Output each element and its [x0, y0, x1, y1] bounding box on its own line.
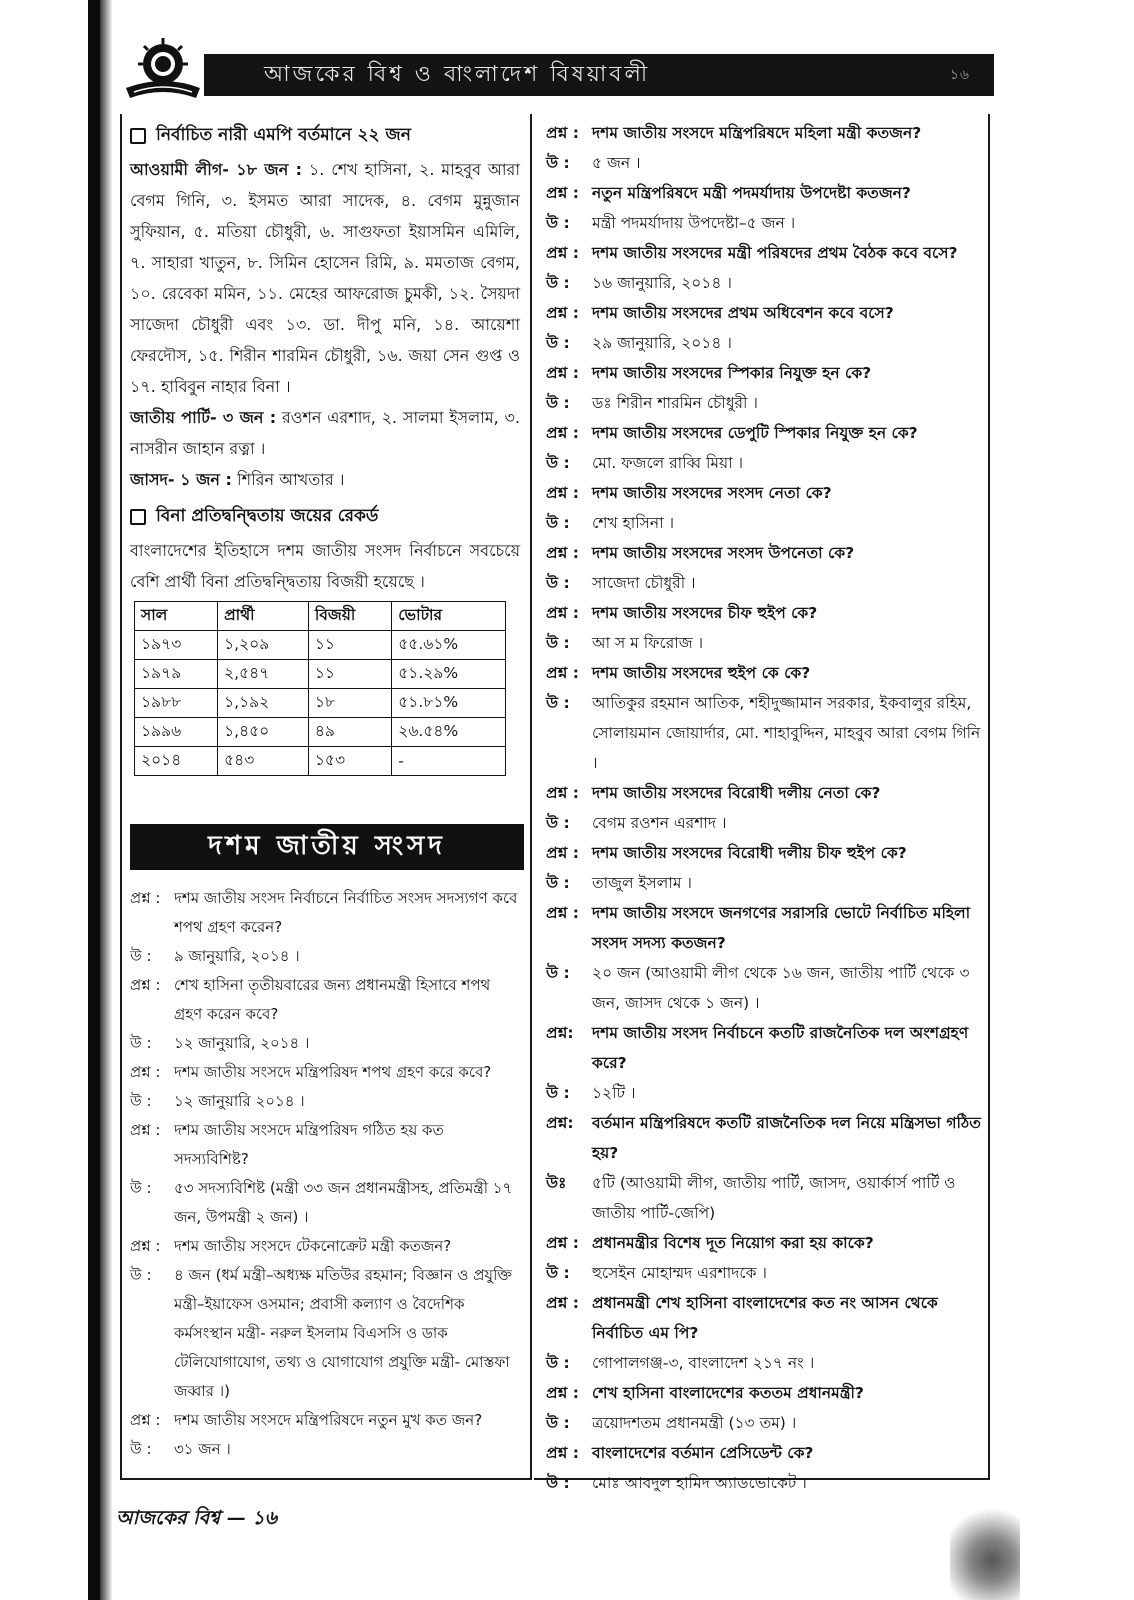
question-text: প্রধানমন্ত্রীর বিশেষ দূত নিয়োগ করা হয় কাকে?	[592, 1234, 874, 1252]
qa-question	[546, 658, 982, 688]
qa-question	[546, 418, 982, 448]
checkbox-square-icon	[130, 509, 146, 525]
women-mp-heading-text: নির্বাচিত নারী এমপি বর্তমানে ২২ জন	[156, 125, 411, 145]
qa-question	[546, 538, 982, 568]
answer-marker: উ :	[546, 274, 570, 292]
question-text: দশম জাতীয় সংসদের স্পিকার নিযুক্ত হন কে?	[592, 364, 872, 382]
answer-text: মো. ফজলে রাব্বি মিয়া ।	[592, 454, 744, 472]
table-cell: ৪৯	[308, 718, 391, 747]
answer-text: ২০ জন (আওয়ামী লীগ থেকে ১৬ জন, জাতীয় পার্টি থেকে ৩ জন, জাসদ থেকে ১ জন) ।	[592, 964, 970, 1012]
section-banner: দশম জাতীয় সংসদ	[130, 824, 524, 870]
publisher-logo-icon	[122, 38, 204, 104]
qa-question	[546, 1228, 982, 1258]
answer-marker: উঃ	[546, 1174, 567, 1192]
question-text: দশম জাতীয় সংসদের প্রথম অধিবেশন কবে বসে?	[592, 304, 894, 322]
qa-answer	[546, 508, 982, 538]
qa-answer	[546, 1258, 982, 1288]
qa-question	[546, 778, 982, 808]
qa-answer	[546, 958, 982, 1018]
answer-text: ডঃ শিরীন শারমিন চৌধুরী ।	[592, 394, 758, 412]
answer-marker: উ :	[546, 1084, 570, 1102]
answer-marker: উ :	[546, 1414, 570, 1432]
table-cell: -	[392, 747, 506, 776]
question-text: দশম জাতীয় সংসদের ডেপুটি স্পিকার নিযুক্ত হন কে?	[592, 424, 918, 442]
jasod-text: শিরিন আখতার ।	[237, 470, 345, 489]
table-row	[135, 689, 506, 718]
answer-text: সাজেদা চৌধুরী ।	[592, 574, 696, 592]
answer-marker: উ :	[546, 874, 570, 892]
answer-text: বেগম রওশন এরশাদ ।	[592, 814, 727, 832]
qa-answer	[546, 868, 982, 898]
qa-question	[130, 1232, 520, 1261]
answer-text: ৫টি (আওয়ামী লীগ, জাতীয় পার্টি, জাসদ, ওয়ার্কার্স পার্টি ও জাতীয় পার্টি-জেপি)	[592, 1174, 956, 1222]
awami-text: ১. শেখ হাসিনা, ২. মাহবুব আরা বেগম গিনি, ৩. ইসমত আরা সাদেক, ৪. বেগম মুন্নুজান সুফিয়ান, ৫. মতিয়া চৌধুরী, ৬. সাগুফতা ইয়াসমিন এমিলি, ৭. সাহারা খাতুন, ৮. সিমিন হোসেন রিমি, ৯. মমতাজ বেগম, ১০. রেবেকা মমিন, ১১. মেহের আফরোজ চুমকী, ১২. সৈয়দা সাজেদা চৌধুরী এবং ১৩. ডা. দীপু মনি, ১৪. আয়েশা ফেরদৌস, ১৫. শিরীন শারমিন চৌধুরী, ১৬. জয়া সেন গুপ্ত ও ১৭. হাবিবুন নাহার বিনা ।	[130, 160, 521, 396]
answer-text: মন্ত্রী পদমর্যাদায় উপদেষ্টা–৫ জন ।	[592, 214, 796, 232]
uncontested-heading-text: বিনা প্রতিদ্বন্দ্বিতায় জয়ের রেকর্ড	[156, 506, 379, 526]
qa-question	[546, 1108, 982, 1168]
qa-question	[546, 178, 982, 208]
question-text: দশম জাতীয় সংসদে মন্ত্রিপরিষদে মহিলা মন্ত্রী কতজন?	[592, 124, 922, 142]
qa-answer	[130, 1087, 520, 1116]
table-cell: ১,১৯২	[218, 689, 309, 718]
qa-answer	[130, 1174, 520, 1232]
qa-answer	[130, 1029, 520, 1058]
qa-answer	[130, 942, 520, 971]
table-cell: ১৯৭৩	[135, 631, 218, 660]
question-marker: প্রশ্ন :	[546, 784, 579, 802]
table-cell: ৫৫.৬১%	[392, 631, 506, 660]
table-cell: ২,৫৪৭	[218, 660, 309, 689]
answer-marker: উ :	[546, 394, 570, 412]
page-header	[204, 54, 994, 96]
answer-marker: উ :	[130, 1266, 152, 1284]
qa-answer	[546, 1348, 982, 1378]
question-text: দশম জাতীয় সংসদের মন্ত্রী পরিষদের প্রথম বৈঠক কবে বসে?	[592, 244, 958, 262]
question-marker: প্রশ্ন:	[546, 1024, 574, 1042]
scan-smudge	[950, 1500, 1020, 1600]
table-header-cell: সাল	[135, 602, 218, 631]
answer-text: ৫ জন ।	[592, 154, 641, 172]
question-text: দশম জাতীয় সংসদের হুইপ কে কে?	[592, 664, 811, 682]
answer-text: আতিকুর রহমান আতিক, শহীদুজ্জামান সরকার, ইকবালুর রহিম, সোলায়মান জোয়ার্দার, মো. শাহাবুদ্দিন, মাহবুব আরা বেগম গিনি ।	[592, 694, 981, 772]
header-page-tag: ১৬	[949, 67, 970, 83]
question-marker: প্রশ্ন :	[546, 544, 579, 562]
question-marker: প্রশ্ন :	[130, 976, 161, 994]
qa-question	[546, 1438, 982, 1468]
question-marker: প্রশ্ন :	[130, 1121, 161, 1139]
table-cell: ১৯৮৮	[135, 689, 218, 718]
awami-label: আওয়ামী লীগ- ১৮ জন :	[130, 160, 303, 179]
question-text: দশম জাতীয় সংসদের চীফ হুইপ কে?	[592, 604, 818, 622]
answer-marker: উ :	[546, 964, 570, 982]
answer-text: ১২টি ।	[592, 1084, 636, 1102]
qa-question	[546, 1018, 982, 1078]
jasod-label: জাসদ- ১ জন :	[130, 470, 232, 489]
scan-edge-gradient	[100, 0, 112, 1600]
qa-answer	[130, 1261, 520, 1406]
table-cell: ১১	[308, 631, 391, 660]
question-marker: প্রশ্ন :	[546, 484, 579, 502]
checkbox-square-icon	[130, 128, 146, 144]
qa-answer	[546, 208, 982, 238]
qa-question	[130, 971, 520, 1029]
question-text: দশম জাতীয় সংসদের বিরোধী দলীয় চীফ হুইপ কে?	[592, 844, 907, 862]
question-marker: প্রশ্ন :	[130, 1411, 161, 1429]
answer-text: ১২ জানুয়ারি, ২০১৪ ।	[174, 1034, 310, 1052]
left-qa-list	[130, 884, 520, 1464]
answer-marker: উ :	[546, 694, 570, 712]
qa-question	[546, 898, 982, 958]
answer-text: ৪ জন (ধর্ম মন্ত্রী–অধ্যক্ষ মতিউর রহমান; বিজ্ঞান ও প্রযুক্তি মন্ত্রী–ইয়াফেস ওসমান; প্রবাসী কল্যাণ ও বৈদেশিক কর্মসংস্থান মন্ত্রী- নরুল ইসলাম বিএসসি ও ডাক টেলিযোগাযোগ, তথ্য ও যোগাযোগ প্রযুক্তি মন্ত্রী- মোস্তফা জব্বার ।)	[174, 1266, 512, 1400]
qa-question	[546, 598, 982, 628]
page-footer: আজকের বিশ্ব — ১৬	[116, 1507, 277, 1529]
answer-text: ১২ জানুয়ারি ২০১৪ ।	[174, 1092, 305, 1110]
qa-question	[546, 238, 982, 268]
question-text: দশম জাতীয় সংসদে মন্ত্রিপরিষদ শপথ গ্রহণ করে কবে?	[174, 1063, 492, 1081]
qa-answer	[546, 388, 982, 418]
table-cell: ১৯৭৯	[135, 660, 218, 689]
qa-answer	[546, 148, 982, 178]
answer-marker: উ :	[546, 154, 570, 172]
qa-question	[546, 358, 982, 388]
qa-question	[130, 1406, 520, 1435]
table-row	[135, 747, 506, 776]
question-marker: প্রশ্ন :	[546, 1444, 579, 1462]
question-marker: প্রশ্ন :	[546, 604, 579, 622]
answer-marker: উ :	[546, 1474, 570, 1492]
table-header-cell: ভোটার	[392, 602, 506, 631]
question-marker: প্রশ্ন :	[546, 664, 579, 682]
qa-answer	[546, 448, 982, 478]
answer-marker: উ :	[546, 1354, 570, 1372]
answer-marker: উ :	[546, 454, 570, 472]
answer-marker: উ :	[130, 1440, 152, 1458]
table-cell: ১৯৯৬	[135, 718, 218, 747]
question-text: দশম জাতীয় সংসদের সংসদ উপনেতা কে?	[592, 544, 855, 562]
answer-marker: উ :	[546, 634, 570, 652]
question-marker: প্রশ্ন:	[546, 1114, 574, 1132]
qa-question	[130, 884, 520, 942]
question-text: দশম জাতীয় সংসদে টেকনোক্রেট মন্ত্রী কতজন?	[174, 1237, 452, 1255]
answer-marker: উ :	[546, 214, 570, 232]
qa-answer	[546, 268, 982, 298]
table-cell: ২০১৪	[135, 747, 218, 776]
table-header-row	[135, 602, 506, 631]
qa-question	[546, 838, 982, 868]
qa-answer	[546, 328, 982, 358]
qa-question	[130, 1058, 520, 1087]
question-marker: প্রশ্ন :	[546, 424, 579, 442]
question-text: বর্তমান মন্ত্রিপরিষদে কতটি রাজনৈতিক দল নিয়ে মন্ত্রিসভা গঠিত হয়?	[592, 1114, 981, 1162]
question-text: দশম জাতীয় সংসদে মন্ত্রিপরিষদে নতুন মুখ কত জন?	[174, 1411, 483, 1429]
table-header-cell: প্রার্থী	[218, 602, 309, 631]
qa-answer	[546, 688, 982, 778]
answer-marker: উ :	[130, 1034, 152, 1052]
table-cell: ১৫৩	[308, 747, 391, 776]
question-marker: প্রশ্ন :	[546, 244, 579, 262]
uncontested-record-table	[134, 601, 506, 776]
answer-text: হুসেইন মোহাম্মদ এরশাদকে ।	[592, 1264, 767, 1282]
answer-text: গোপালগঞ্জ-৩, বাংলাদেশ ২১৭ নং ।	[592, 1354, 815, 1372]
qa-question	[546, 1378, 982, 1408]
jatiya-label: জাতীয় পার্টি- ৩ জন :	[130, 408, 277, 427]
question-text: দশম জাতীয় সংসদ নির্বাচনে কতটি রাজনৈতিক দল অংশগ্রহণ করে?	[592, 1024, 969, 1072]
table-cell: ৫৪৩	[218, 747, 309, 776]
question-text: দশম জাতীয় সংসদের সংসদ নেতা কে?	[592, 484, 832, 502]
question-marker: প্রশ্ন :	[130, 1063, 161, 1081]
table-row	[135, 660, 506, 689]
qa-answer	[546, 808, 982, 838]
question-text: দশম জাতীয় সংসদে মন্ত্রিপরিষদ গঠিত হয় কত সদস্যবিশিষ্ট?	[174, 1121, 444, 1168]
question-text: দশম জাতীয় সংসদ নির্বাচনে নির্বাচিত সংসদ সদস্যগণ কবে শপথ গ্রহণ করেন?	[174, 889, 518, 936]
header-title: আজকের বিশ্ব ও বাংলাদেশ বিষয়াবলী	[264, 61, 651, 87]
qa-answer	[546, 568, 982, 598]
answer-marker: উ :	[546, 334, 570, 352]
qa-answer	[546, 628, 982, 658]
answer-marker: উ :	[546, 1264, 570, 1282]
table-cell: ১৮	[308, 689, 391, 718]
women-mp-heading	[130, 122, 520, 150]
question-text: নতুন মন্ত্রিপরিষদে মন্ত্রী পদমর্যাদায় উপদেষ্টা কতজন?	[592, 184, 911, 202]
women-mp-list	[130, 154, 520, 495]
answer-text: ৩১ জন ।	[174, 1440, 231, 1458]
table-cell: ১,২০৯	[218, 631, 309, 660]
table-cell: ১,৪৫০	[218, 718, 309, 747]
answer-marker: উ :	[130, 1179, 152, 1197]
table-cell: ৫১.২৯%	[392, 660, 506, 689]
question-text: বাংলাদেশের বর্তমান প্রেসিডেন্ট কে?	[592, 1444, 814, 1462]
qa-question	[546, 118, 982, 148]
table-row	[135, 631, 506, 660]
question-marker: প্রশ্ন :	[546, 1294, 579, 1312]
question-marker: প্রশ্ন :	[546, 364, 579, 382]
answer-marker: উ :	[546, 574, 570, 592]
answer-text: মোঃ আবদুল হামিদ অ্যাডভোকেট ।	[592, 1474, 807, 1492]
question-text: দশম জাতীয় সংসদে জনগণের সরাসরি ভোটে নির্বাচিত মহিলা সংসদ সদস্য কতজন?	[592, 904, 971, 952]
question-text: প্রধানমন্ত্রী শেখ হাসিনা বাংলাদেশের কত নং আসন থেকে নির্বাচিত এম পি?	[592, 1294, 938, 1342]
table-cell: ৫১.৮১%	[392, 689, 506, 718]
answer-text: ১৬ জানুয়ারি, ২০১৪ ।	[592, 274, 732, 292]
question-marker: প্রশ্ন :	[546, 904, 579, 922]
question-marker: প্রশ্ন :	[546, 124, 579, 142]
answer-marker: উ :	[130, 1092, 152, 1110]
jatiya-text: রওশন এরশাদ, ২. সালমা ইসলাম, ৩. নাসরীন জাহান রত্না ।	[130, 408, 520, 458]
uncontested-heading	[130, 503, 520, 531]
question-marker: প্রশ্ন :	[130, 1237, 161, 1255]
qa-answer	[130, 1435, 520, 1464]
answer-text: শেখ হাসিনা ।	[592, 514, 675, 532]
qa-question	[546, 298, 982, 328]
answer-text: আ স ম ফিরোজ ।	[592, 634, 704, 652]
qa-answer	[546, 1168, 982, 1228]
answer-text: ৫৩ সদস্যবিশিষ্ট (মন্ত্রী ৩৩ জন প্রধানমন্ত্রীসহ, প্রতিমন্ত্রী ১৭ জন, উপমন্ত্রী ২ জন) ।	[174, 1179, 513, 1226]
answer-text: তাজুল ইসলাম ।	[592, 874, 692, 892]
table-row	[135, 718, 506, 747]
answer-marker: উ :	[546, 514, 570, 532]
qa-answer	[546, 1468, 982, 1498]
qa-question	[130, 1116, 520, 1174]
answer-marker: উ :	[546, 814, 570, 832]
table-cell: ১১	[308, 660, 391, 689]
question-marker: প্রশ্ন :	[546, 1234, 579, 1252]
question-marker: প্রশ্ন :	[546, 184, 579, 202]
answer-text: ৯ জানুয়ারি, ২০১৪ ।	[174, 947, 300, 965]
question-marker: প্রশ্ন :	[546, 1384, 579, 1402]
qa-question	[546, 1288, 982, 1348]
qa-answer	[546, 1408, 982, 1438]
answer-text: ত্রয়োদশতম প্রধানমন্ত্রী (১৩ তম) ।	[592, 1414, 797, 1432]
answer-marker: উ :	[130, 947, 152, 965]
table-cell: ২৬.৫৪%	[392, 718, 506, 747]
question-text: শেখ হাসিনা বাংলাদেশের কততম প্রধানমন্ত্রী?	[592, 1384, 864, 1402]
uncontested-text: বাংলাদেশের ইতিহাসে দশম জাতীয় সংসদ নির্বাচনে সবচেয়ে বেশি প্রার্থী বিনা প্রতিদ্বন্দ্বিতায় বিজয়ী হয়েছে ।	[130, 541, 520, 591]
question-text: দশম জাতীয় সংসদের বিরোধী দলীয় নেতা কে?	[592, 784, 881, 802]
qa-answer	[546, 1078, 982, 1108]
question-marker: প্রশ্ন :	[130, 889, 161, 907]
question-text: শেখ হাসিনা তৃতীয়বারের জন্য প্রধানমন্ত্রী হিসাবে শপথ গ্রহণ করেন কবে?	[174, 976, 491, 1023]
answer-text: ২৯ জানুয়ারি, ২০১৪ ।	[592, 334, 732, 352]
question-marker: প্রশ্ন :	[546, 304, 579, 322]
qa-question	[546, 478, 982, 508]
scan-margin	[0, 0, 88, 1600]
left-column	[120, 114, 532, 1480]
right-column	[534, 114, 990, 1492]
table-header-cell: বিজয়ী	[308, 602, 391, 631]
question-marker: প্রশ্ন :	[546, 844, 579, 862]
